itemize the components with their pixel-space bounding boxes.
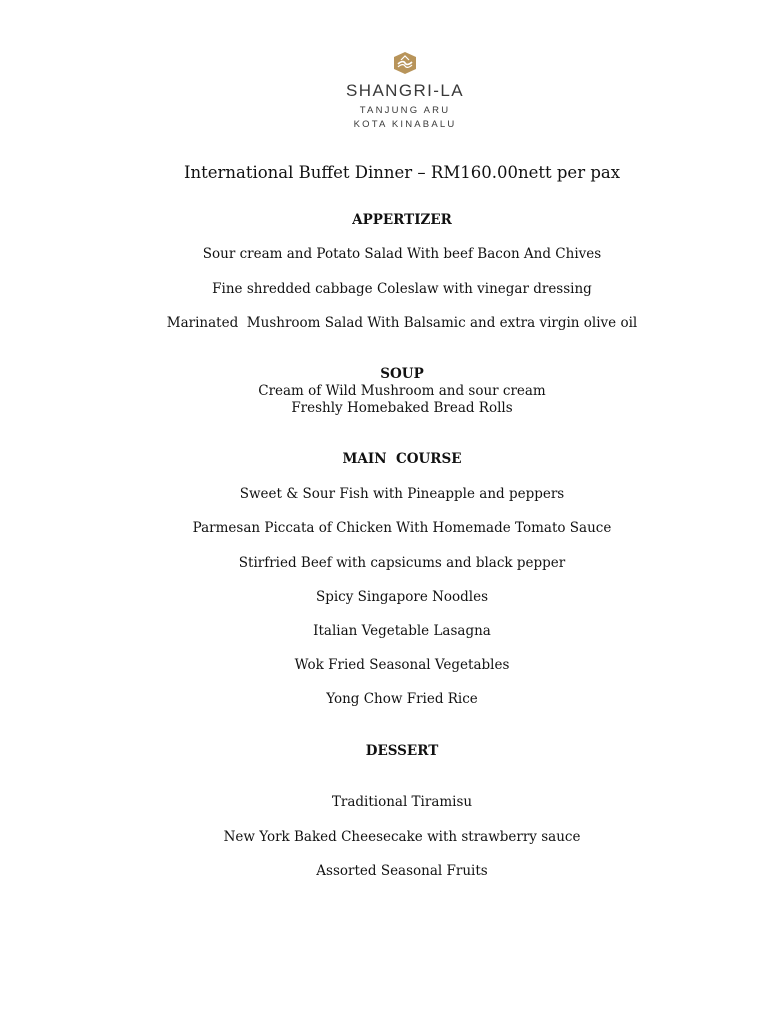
menu-item: Sour cream and Potato Salad With beef Bacon And Chives [202, 246, 602, 262]
menu-item: Sweet & Sour Fish with Pineapple and peppers [239, 486, 565, 502]
menu-item: Stirfried Beef with capsicums and black pepper [238, 555, 566, 571]
section-heading-dessert: DESSERT [365, 743, 439, 759]
shangri-la-logo [330, 48, 480, 132]
menu-item: Wok Fried Seasonal Vegetables [294, 657, 510, 673]
menu-item: Spicy Singapore Noodles [315, 589, 489, 605]
menu-item: Italian Vegetable Lasagna [313, 623, 491, 639]
logo-brand-name: SHANGRI-LA [346, 81, 464, 100]
section-heading-soup: SOUP [380, 366, 424, 382]
logo-location-line-2: KOTA KINABALU [353, 119, 457, 130]
section-heading-main-course: MAIN COURSE [342, 451, 462, 467]
logo-location-line-1: TANJUNG ARU [359, 105, 451, 116]
menu-item: Cream of Wild Mushroom and sour cream [258, 383, 546, 399]
menu-item: Yong Chow Fried Rice [326, 691, 478, 707]
menu-item: New York Baked Cheesecake with strawberry sauce [223, 829, 581, 845]
section-heading-appetizer: APPERTIZER [352, 212, 452, 228]
menu-item: Traditional Tiramisu [331, 794, 473, 810]
menu-item: Marinated Mushroom Salad With Balsamic and extra virgin olive oil [166, 315, 638, 331]
menu-item: Parmesan Piccata of Chicken With Homemade Tomato Sauce [192, 520, 612, 536]
menu-item: Freshly Homebaked Bread Rolls [291, 400, 513, 416]
menu-item: Assorted Seasonal Fruits [316, 863, 488, 879]
shangri-la-emblem-icon [394, 52, 416, 74]
menu-title: International Buffet Dinner – RM160.00nett per pax [183, 163, 621, 182]
menu-item: Fine shredded cabbage Coleslaw with vinegar dressing [212, 281, 592, 297]
